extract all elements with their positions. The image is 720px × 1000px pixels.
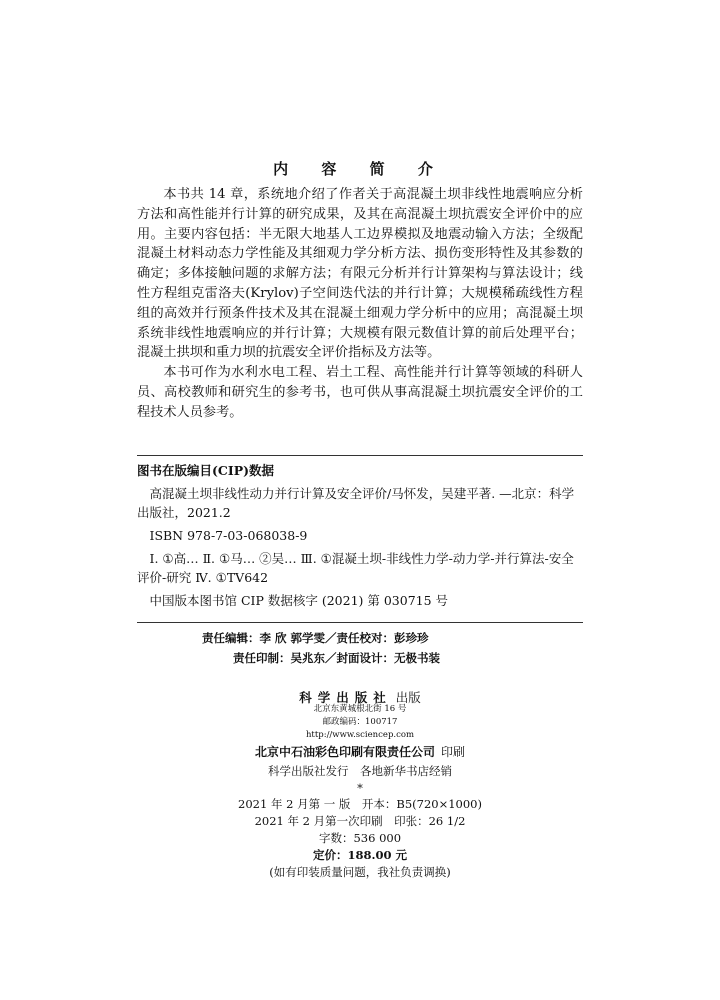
publisher-name: 科学出版社 [299,690,392,705]
separator-star: * [357,781,363,795]
printer-line [0,743,720,760]
price: 定价：188.00 元 [312,848,407,862]
summary-paragraph-2: 本书可作为水利水电工程、岩土工程、高性能并行计算等领域的科研人员、高校教师和研究生的参考书，也可供从事高混凝土坝抗震安全评价的工程技术人员参考。 [137,365,583,420]
quality-notice: (如有印装质量问题，我社负责调换) [269,865,451,879]
cip-record: 高混凝土坝非线性动力并行计算及安全评价/马怀发，吴建平著. —北京：科学出版社，2021.2 [137,486,575,520]
printer-suffix: 印刷 [441,745,466,759]
cip-isbn: ISBN 978-7-03-068038-9 [149,528,308,543]
cip-library-number: 中国版本图书馆 CIP 数据核字 (2021) 第 030715 号 [149,593,449,608]
page-title: 内 容 简 介 [273,160,447,178]
credits-line-2: 责任印制：吴兆东／封面设计：无极书装 [233,651,440,665]
cip-heading: 图书在版编目(CIP)数据 [137,463,275,478]
divider-top [137,455,583,456]
distribution-line: 科学出版社发行 各地新华书店经销 [268,764,452,778]
publisher-url: http://www.sciencep.com [305,730,415,740]
publisher-suffix: 出版 [395,690,421,705]
printer-name: 北京中石油彩色印刷有限责任公司 [254,745,435,759]
credits-line-1: 责任编辑：李 欣 郭学雯／责任校对：彭珍珍 [202,631,429,645]
edition-line-1: 2021 年 2 月第 一 版 开本：B5(720×1000) [238,797,482,811]
publisher-address: 北京东黄城根北街 16 号 [313,704,407,714]
cip-block [137,461,583,614]
publisher-postcode: 邮政编码：100717 [322,717,398,727]
edition-line-2: 2021 年 2 月第一次印刷 印张：26 1/2 [254,814,466,828]
divider-bottom [137,622,583,623]
cip-classification: Ⅰ. ①高… Ⅱ. ①马… ②吴… Ⅲ. ①混凝土坝-非线性力学-动力学-并行算法-安全评价-研究 Ⅳ. ①TV642 [137,551,574,585]
word-count: 字数：536 000 [318,831,402,845]
content-summary [137,185,583,423]
summary-paragraph-1: 本书共 14 章，系统地介绍了作者关于高混凝土坝非线性地震响应分析方法和高性能并行计算的研究成果，及其在高混凝土坝抗震安全评价中的应用。主要内容包括：半无限大地基人工边界模拟及地震动输入方法；全级配混凝土材料动态力学性能及其细观力学分析方法、损伤变形特性及其参数的确定；多体接触问题的求解方法；有限元分析并行计算架构与算法设计；线性方程组克雷洛夫(Krylov)子空间迭代法的并行计算；大规模稀疏线性方程组的高效并行预条件技术及其在混凝土细观力学分析中的应用；高混凝土坝系统非线性地震响应的并行计算；大规模有限元数值计算的前后处理平台；混凝土拱坝和重力坝的抗震安全评价指标及方法等。 [137,187,583,361]
